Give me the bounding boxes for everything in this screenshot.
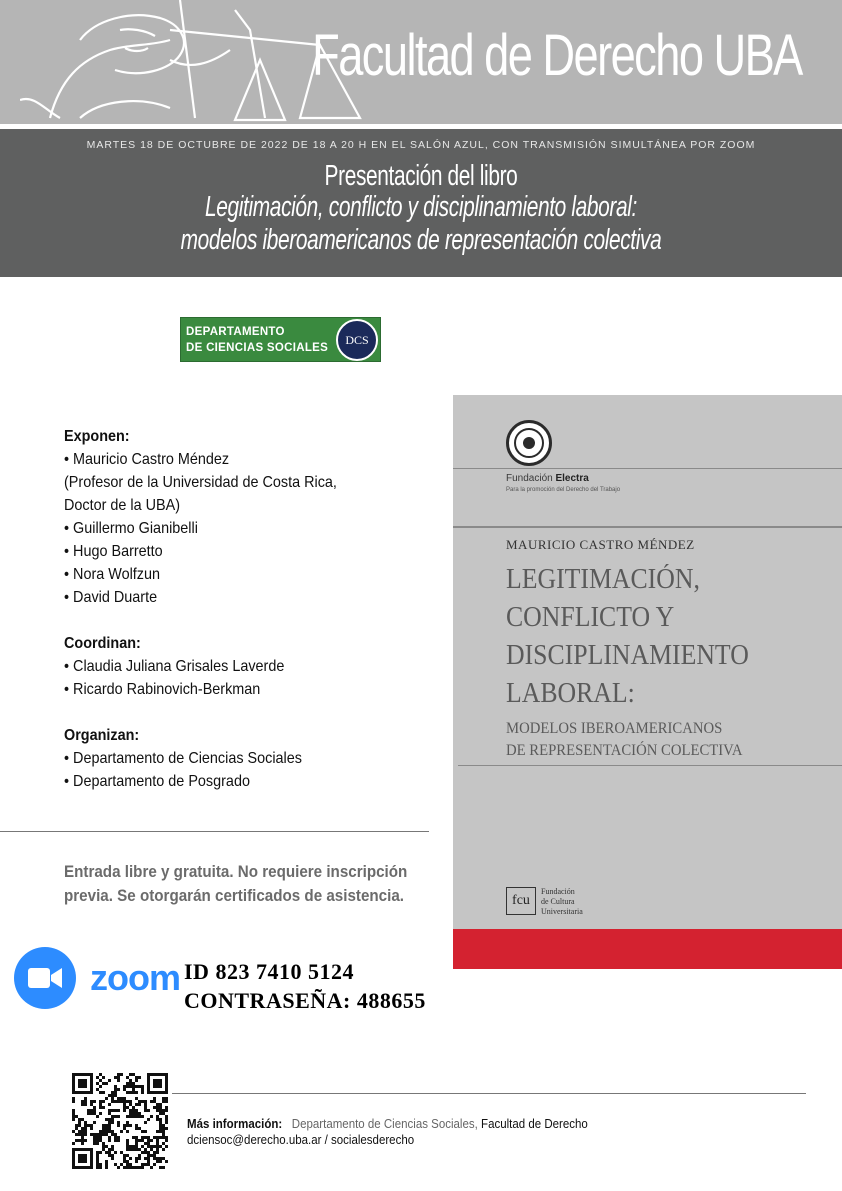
speaker-item: • Mauricio Castro Méndez — [64, 451, 230, 468]
book-author: MAURICIO CASTRO MÉNDEZ — [506, 537, 695, 552]
cover-divider — [453, 468, 842, 469]
zoom-meeting-id: ID 823 7410 5124 — [184, 959, 354, 984]
speaker-item: • Hugo Barretto — [64, 543, 163, 560]
entry-note-line: Entrada libre y gratuita. No requiere inscripción — [64, 863, 408, 881]
organizer-item: • Departamento de Ciencias Sociales — [64, 750, 302, 767]
event-heading: Presentación del libro — [324, 160, 518, 192]
cover-divider — [453, 526, 842, 528]
event-book-title — [118, 191, 724, 257]
foundation-brand: Electra — [555, 473, 589, 484]
book-cover-subtitle — [506, 718, 836, 762]
footer-label: Más información: — [187, 1117, 283, 1131]
publisher-line: Fundación — [541, 887, 575, 896]
dcs-logo-line: DE CIENCIAS SOCIALES — [186, 342, 329, 354]
qr-code-icon[interactable] — [72, 1073, 168, 1169]
dcs-logo-text — [186, 324, 328, 356]
cover-title-line: DISCIPLINAMIENTO — [506, 640, 749, 671]
cover-title-line: CONFLICTO Y — [506, 602, 675, 633]
faculty-title: Facultad de Derecho UBA — [312, 23, 802, 88]
speaker-item: • David Duarte — [64, 589, 158, 606]
event-date-line: MARTES 18 DE OCTUBRE DE 2022 DE 18 A 20 H EN EL SALÓN AZUL, CON TRANSMISIÓN SIMULTÁNEA POR ZOOM — [86, 139, 756, 151]
footer-line — [187, 1116, 588, 1132]
dcs-logo-line: DEPARTAMENTO — [186, 326, 285, 338]
zoom-credentials — [184, 957, 426, 1015]
header-banner — [0, 0, 842, 124]
foundation-subtitle: Para la promoción del Derecho del Trabajo — [506, 487, 621, 493]
speaker-item: • Guillermo Gianibelli — [64, 520, 198, 537]
footer-contacts[interactable]: dciensoc@derecho.uba.ar / socialesderecho — [187, 1133, 415, 1147]
cover-title-line: LABORAL: — [506, 678, 635, 709]
event-details — [64, 425, 424, 793]
foundation-name — [506, 473, 589, 484]
publisher-logo: fcu — [506, 887, 536, 915]
entry-note-line: previa. Se otorgarán certificados de asistencia. — [64, 887, 405, 905]
section-divider — [0, 831, 429, 832]
cover-divider — [458, 765, 842, 766]
publisher-name — [541, 887, 583, 917]
cover-title-line: LEGITIMACIÓN, — [506, 564, 700, 595]
footer-department: Departamento de Ciencias Sociales, — [291, 1117, 478, 1131]
speaker-item: Doctor de la UBA) — [64, 497, 181, 514]
foundation-seal-icon — [506, 420, 552, 466]
entry-note — [64, 860, 444, 908]
cover-red-band — [453, 929, 842, 969]
footer-info — [187, 1116, 623, 1148]
publisher-line: Universitaria — [541, 907, 583, 916]
cover-subtitle-line: DE REPRESENTACIÓN COLECTIVA — [506, 742, 743, 759]
book-cover — [453, 395, 842, 969]
book-cover-title — [506, 561, 836, 713]
speakers-heading: Exponen: — [64, 428, 130, 445]
coordinators-heading: Coordinan: — [64, 635, 141, 652]
publisher-line: de Cultura — [541, 897, 575, 906]
book-title-line: modelos iberoamericanos de representación colectiva — [180, 224, 662, 256]
zoom-logo: zoom — [90, 957, 180, 998]
coordinator-item: • Claudia Juliana Grisales Laverde — [64, 658, 285, 675]
footer-faculty: Facultad de Derecho — [481, 1117, 588, 1131]
speaker-item: • Nora Wolfzun — [64, 566, 161, 583]
coordinator-item: • Ricardo Rabinovich-Berkman — [64, 681, 261, 698]
organizer-item: • Departamento de Posgrado — [64, 773, 250, 790]
zoom-camera-icon — [14, 947, 76, 1009]
footer-divider — [172, 1093, 806, 1094]
foundation-word: Fundación — [506, 473, 553, 484]
speaker-item: (Profesor de la Universidad de Costa Rica, — [64, 474, 337, 491]
dcs-logo — [180, 317, 381, 362]
zoom-password: CONTRASEÑA: 488655 — [184, 988, 426, 1013]
dcs-seal-icon: DCS — [336, 319, 378, 361]
book-title-line: Legitimación, conflicto y disciplinamiento laboral: — [205, 191, 637, 223]
event-band — [0, 129, 842, 277]
organizers-heading: Organizan: — [64, 727, 140, 744]
cover-subtitle-line: MODELOS IBEROAMERICANOS — [506, 720, 723, 737]
